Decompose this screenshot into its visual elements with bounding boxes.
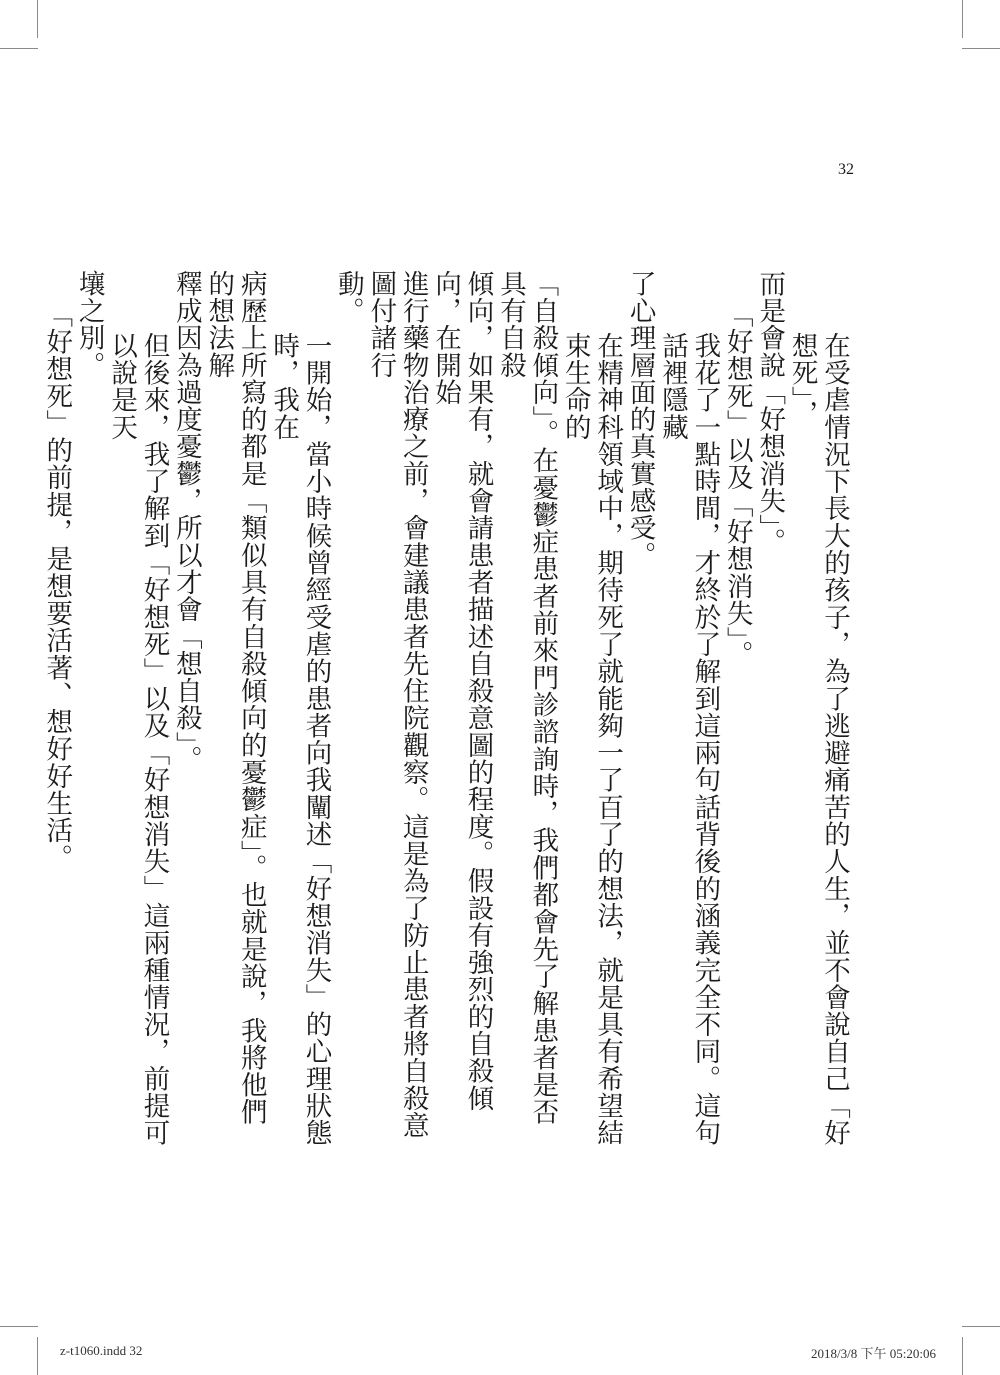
paragraph-line: 壤之別。 (73, 270, 105, 379)
footer-filename: z-t1060.indd 32 (60, 1343, 143, 1358)
crop-mark (962, 0, 963, 38)
paragraph-line: 了心理層面的真實感受。 (624, 270, 656, 569)
paragraph-line: 一開始，當小時候曾經受虐的患者向我闡述「好想消失」的心理狀態時，我在 (268, 332, 332, 1147)
paragraph-line: 在受虐情況下長大的孩子，為了逃避痛苦的人生，並不會說自己「好想死」， (786, 332, 850, 1147)
paragraph-line: 動。 (332, 270, 364, 325)
crop-mark (0, 48, 38, 49)
footer-timestamp: 2018/3/8 下午 05:20:06 (811, 1346, 936, 1361)
crop-mark (0, 1326, 38, 1327)
crop-mark (962, 48, 1000, 49)
paragraph-line: 我花了一點時間，才終於了解到這兩句話背後的涵義完全不同。這句話裡隱藏 (656, 332, 721, 1147)
paragraph-line: 進行藥物治療之前，會建議患者先住院觀察。這是為了防止患者將自殺意圖付諸行 (365, 270, 429, 1139)
crop-mark (37, 1337, 38, 1375)
paragraph-line: 傾向，如果有，就會請患者描述自殺意圖的程度。假設有強烈的自殺傾向，在開始 (430, 270, 494, 1112)
page-number: 32 (838, 161, 854, 178)
paragraph-line: 「好想死」的前提，是想要活著、想好好生活。 (41, 301, 73, 872)
paragraph-line: 「好想死」以及「好想消失」。 (721, 301, 753, 668)
paragraph-line: 病歷上所寫的都是「類似具有自殺傾向的憂鬱症」。也就是說，我將他們的想法解 (203, 270, 267, 1126)
crop-mark (962, 1337, 963, 1375)
body-text (40, 270, 850, 1150)
paragraph-line: 在精神科領域中，期待死了就能夠一了百了的想法，就是具有希望結束生命的 (559, 332, 624, 1147)
crop-mark (37, 0, 38, 38)
paragraph-line: 釋成因為過度憂鬱，所以才會「想自殺」。 (170, 270, 202, 773)
paragraph-line: 但後來，我了解到「好想死」以及「好想消失」這兩種情況，前提可以說是天 (106, 332, 170, 1147)
crop-mark (962, 1326, 1000, 1327)
paragraph-line: 而是會說「好想消失」。 (754, 270, 786, 556)
paragraph-line: 「自殺傾向」。在憂鬱症患者前來門診諮詢時，我們都會先了解患者是否具有自殺 (494, 270, 559, 1126)
